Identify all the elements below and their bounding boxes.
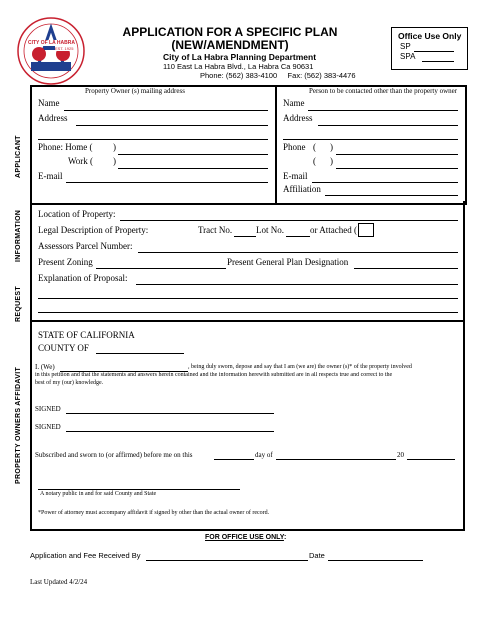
contact-phone-open: ( bbox=[313, 142, 316, 152]
spa-label: SPA bbox=[400, 52, 416, 61]
statement-line3: best of my (our) knowledge. bbox=[35, 380, 104, 386]
contact-name-line[interactable] bbox=[308, 110, 458, 111]
apn-line[interactable] bbox=[138, 252, 458, 253]
location-label: Location of Property: bbox=[38, 209, 116, 219]
contact-address-line2[interactable] bbox=[283, 139, 458, 140]
general-plan-label: Present General Plan Designation bbox=[227, 257, 349, 267]
logo-est: EST. 1925 bbox=[55, 46, 74, 51]
form-subtitle: (NEW/AMENDMENT) bbox=[171, 38, 289, 52]
subscribed-day-line[interactable] bbox=[214, 459, 254, 460]
contact-address-label: Address bbox=[283, 113, 313, 123]
year-line[interactable] bbox=[407, 459, 455, 460]
department-phone: Phone: (562) 383-4100 Fax: (562) 383-4476 bbox=[200, 71, 356, 80]
statement-line1: , being duly sworn, depose and say that I am (we are) the owner (s)* of the property involved bbox=[188, 364, 412, 370]
county-line[interactable] bbox=[96, 353, 184, 354]
affidavit-bottom-border bbox=[30, 529, 465, 531]
date-label: Date bbox=[309, 551, 325, 560]
owner-work-line[interactable] bbox=[118, 168, 268, 169]
location-line[interactable] bbox=[120, 220, 458, 221]
owner-phone-home-line[interactable] bbox=[118, 154, 268, 155]
department-address: 110 East La Habra Blvd., La Habra Ca 90631 bbox=[163, 62, 314, 71]
side-label-affidavit: PROPERTY OWNERS AFFIDAVIT bbox=[15, 366, 22, 484]
signed1-label: SIGNED bbox=[35, 405, 61, 413]
date-line[interactable] bbox=[328, 560, 423, 561]
owner-name-line[interactable] bbox=[64, 110, 268, 111]
explanation-label: Explanation of Proposal: bbox=[38, 273, 128, 283]
contact-email-label: E-mail bbox=[283, 171, 308, 181]
request-bottom-border bbox=[30, 320, 465, 322]
contact-phone-label: Phone bbox=[283, 142, 306, 152]
contact-address-line1[interactable] bbox=[318, 125, 458, 126]
city-logo bbox=[16, 16, 86, 86]
general-plan-line[interactable] bbox=[354, 268, 458, 269]
owner-heading: Property Owner (s) mailing address bbox=[85, 87, 185, 95]
request-right-border bbox=[463, 201, 465, 321]
office-use-heading-text: FOR OFFICE USE ONLY bbox=[205, 534, 284, 541]
contact-phone-line1[interactable] bbox=[336, 154, 458, 155]
explanation-line2[interactable] bbox=[38, 298, 458, 299]
poa-note: *Power of attorney must accompany affidavit if signed by other than the actual owner of record. bbox=[38, 510, 270, 516]
office-use-heading-colon: : bbox=[283, 534, 287, 541]
owner-work-label: Work ( bbox=[68, 156, 94, 166]
affidavit-right-border bbox=[463, 322, 465, 530]
received-by-label: Application and Fee Received By bbox=[30, 551, 141, 560]
zoning-line[interactable] bbox=[96, 268, 226, 269]
lot-line[interactable] bbox=[286, 236, 310, 237]
zoning-label: Present Zoning bbox=[38, 257, 93, 267]
contact-affiliation-label: Affiliation bbox=[283, 184, 321, 194]
received-by-line[interactable] bbox=[146, 560, 308, 561]
spa-line[interactable] bbox=[422, 61, 454, 62]
applicant-section bbox=[30, 85, 467, 205]
owner-phone-home-paren: ) bbox=[113, 142, 116, 152]
notary-signature-line[interactable] bbox=[38, 489, 240, 490]
affidavit-left-border bbox=[30, 322, 32, 530]
contact-phone-line2[interactable] bbox=[336, 168, 458, 169]
statement-line2: in this petition and that the statements and answers herein contained and the information herewith submitted are in all respects true and correct to the bbox=[35, 372, 393, 378]
contact-phone2-open: ( bbox=[313, 156, 316, 166]
attached-label: or Attached ( bbox=[310, 225, 357, 235]
contact-email-line[interactable] bbox=[312, 182, 458, 183]
legal-desc-label: Legal Description of Property: bbox=[38, 225, 149, 235]
state-label: STATE OF CALIFORNIA bbox=[38, 330, 135, 340]
logo-name: CITY OF LA HABRA bbox=[28, 40, 75, 46]
owner-email-line[interactable] bbox=[66, 182, 268, 183]
side-label-request: REQUEST bbox=[15, 286, 22, 322]
tract-label: Tract No. bbox=[198, 225, 233, 235]
month-line[interactable] bbox=[276, 459, 396, 460]
signed1-line[interactable] bbox=[66, 413, 274, 414]
signed2-line[interactable] bbox=[66, 431, 274, 432]
signed2-label: SIGNED bbox=[35, 423, 61, 431]
apn-label: Assessors Parcel Number: bbox=[38, 241, 133, 251]
owner-phone-home-label: Phone: Home ( bbox=[38, 142, 93, 152]
owner-work-paren: ) bbox=[113, 156, 116, 166]
contact-affiliation-line[interactable] bbox=[325, 195, 458, 196]
last-updated: Last Updated 4/2/24 bbox=[30, 578, 88, 586]
county-label: COUNTY OF bbox=[38, 343, 89, 353]
lot-label: Lot No. bbox=[256, 225, 284, 235]
day-of-label: day of bbox=[255, 451, 273, 459]
explanation-line3[interactable] bbox=[38, 312, 458, 313]
attached-checkbox[interactable] bbox=[358, 223, 374, 237]
contact-phone2-paren: ) bbox=[330, 156, 333, 166]
office-use-box bbox=[391, 27, 468, 70]
sp-line[interactable] bbox=[414, 51, 454, 52]
applicant-divider bbox=[275, 85, 277, 203]
office-use-heading bbox=[205, 534, 286, 541]
form-title: APPLICATION FOR A SPECIFIC PLAN bbox=[122, 25, 338, 39]
contact-name-label: Name bbox=[283, 98, 305, 108]
office-use-title: Office Use Only bbox=[398, 31, 462, 41]
tract-line[interactable] bbox=[234, 236, 256, 237]
owner-address-label: Address bbox=[38, 113, 68, 123]
owner-email-label: E-mail bbox=[38, 171, 63, 181]
explanation-line1[interactable] bbox=[136, 284, 458, 285]
subscribed-label: Subscribed and sworn to (or affirmed) before me on this bbox=[35, 451, 193, 459]
department-name: City of La Habra Planning Department bbox=[163, 52, 317, 62]
request-left-border bbox=[30, 201, 32, 321]
side-label-applicant: APPLICANT bbox=[15, 135, 22, 178]
contact-heading: Person to be contacted other than the property owner bbox=[309, 87, 458, 95]
owner-address-line1[interactable] bbox=[76, 125, 268, 126]
year-label: 20 bbox=[397, 451, 404, 459]
side-label-information: INFORMATION bbox=[15, 209, 22, 262]
owner-names-label: I. (We) bbox=[35, 363, 55, 371]
notary-label: A notary public in and for said County and State bbox=[40, 491, 157, 497]
sp-label: SP bbox=[400, 42, 411, 51]
contact-phone-paren: ) bbox=[330, 142, 333, 152]
owner-address-line2[interactable] bbox=[38, 139, 268, 140]
owner-name-label: Name bbox=[38, 98, 60, 108]
